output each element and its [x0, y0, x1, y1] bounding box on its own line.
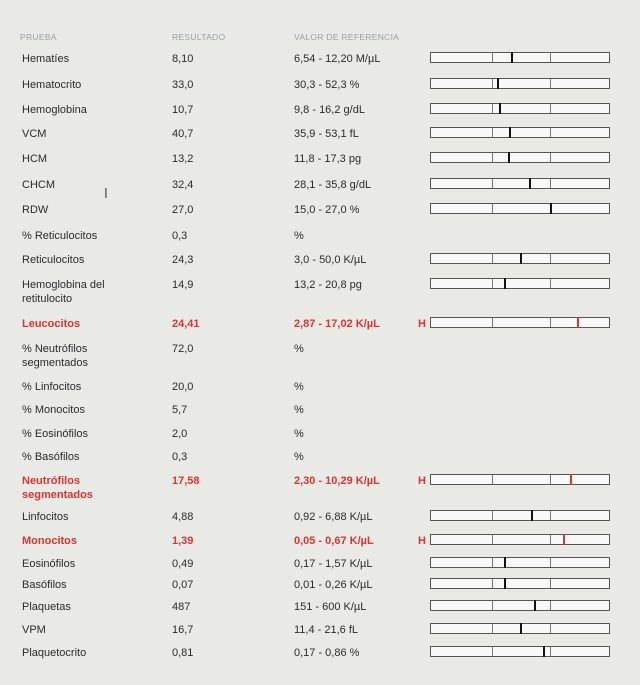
- result-marker: [499, 103, 501, 114]
- range-divider: [492, 558, 493, 567]
- table-row: [0, 78, 640, 100]
- reference-range: 11,4 - 21,6 fL: [294, 624, 359, 636]
- table-row: [0, 127, 640, 149]
- reference-range: %: [294, 404, 304, 416]
- header-resultado: RESULTADO: [172, 32, 226, 42]
- range-divider: [550, 79, 551, 88]
- range-divider: [492, 153, 493, 162]
- range-divider: [492, 53, 493, 62]
- test-name: % Reticulocitos: [22, 230, 98, 242]
- table-row: [0, 534, 640, 556]
- test-name: % Monocitos: [22, 404, 85, 416]
- test-name: Hemoglobina del retitulocito: [22, 279, 105, 305]
- range-divider: [550, 179, 551, 188]
- reference-range: %: [294, 343, 304, 355]
- reference-range: 0,92 - 6,88 K/µL: [294, 511, 373, 523]
- range-divider: [492, 579, 493, 588]
- result-marker: [508, 152, 510, 163]
- result-marker: [550, 203, 552, 214]
- test-name: Eosinófilos: [22, 558, 76, 570]
- result-marker: [529, 178, 531, 189]
- range-divider: [550, 601, 551, 610]
- range-bar: [430, 278, 610, 289]
- result-marker: [504, 278, 506, 289]
- range-divider: [492, 128, 493, 137]
- range-divider: [550, 53, 551, 62]
- range-divider: [550, 104, 551, 113]
- table-row: [0, 317, 640, 339]
- reference-range: 0,17 - 0,86 %: [294, 647, 360, 659]
- result-marker: [520, 253, 522, 264]
- test-result: 40,7: [172, 128, 194, 140]
- range-divider: [550, 128, 551, 137]
- reference-range: %: [294, 230, 304, 242]
- result-marker: [534, 600, 536, 611]
- reference-range: 3,0 - 50,0 K/µL: [294, 254, 367, 266]
- range-bar: [430, 557, 610, 568]
- reference-range: 28,1 - 35,8 g/dL: [294, 179, 372, 191]
- test-name: VCM: [22, 128, 47, 140]
- table-row: [0, 103, 640, 125]
- test-result: 24,41: [172, 318, 200, 330]
- test-result: 17,58: [172, 475, 200, 487]
- reference-range: 2,87 - 17,02 K/µL: [294, 318, 380, 330]
- reference-range: 151 - 600 K/µL: [294, 601, 367, 613]
- test-result: 487: [172, 601, 191, 613]
- test-name: Leucocitos: [22, 318, 81, 330]
- range-divider: [492, 279, 493, 288]
- range-bar: [430, 152, 610, 163]
- test-result: 2,0: [172, 428, 188, 440]
- result-marker: [577, 317, 579, 328]
- reference-range: %: [294, 451, 304, 463]
- test-name: CHCM: [22, 179, 55, 191]
- test-result: 14,9: [172, 279, 194, 291]
- test-name: % Neutrófilos segmentados: [22, 343, 89, 369]
- range-bar: [430, 127, 610, 138]
- range-divider: [550, 318, 551, 327]
- range-divider: [492, 79, 493, 88]
- range-divider: [550, 558, 551, 567]
- test-name: Plaquetas: [22, 601, 71, 613]
- range-bar: [430, 253, 610, 264]
- table-row: [0, 380, 640, 402]
- range-divider: [550, 647, 551, 656]
- range-divider: [492, 511, 493, 520]
- range-bar: [430, 646, 610, 657]
- reference-range: 2,30 - 10,29 K/µL: [294, 475, 380, 487]
- result-marker: [504, 578, 506, 589]
- reference-range: 11,8 - 17,3 pg: [294, 153, 362, 165]
- range-bar: [430, 178, 610, 189]
- test-result: 24,3: [172, 254, 194, 266]
- high-flag: H: [418, 318, 426, 330]
- table-row: [0, 474, 640, 501]
- result-marker: [509, 127, 511, 138]
- range-divider: [550, 254, 551, 263]
- test-name: Reticulocitos: [22, 254, 85, 266]
- result-marker: [497, 78, 499, 89]
- test-name: Hematíes: [22, 53, 70, 65]
- text-cursor-icon: I: [104, 187, 108, 202]
- reference-range: 0,05 - 0,67 K/µL: [294, 535, 374, 547]
- test-result: 13,2: [172, 153, 194, 165]
- table-row: [0, 152, 640, 174]
- range-bar: [430, 474, 610, 485]
- table-row: [0, 52, 640, 74]
- test-result: 27,0: [172, 204, 194, 216]
- result-marker: [563, 534, 565, 545]
- result-marker: [504, 557, 506, 568]
- test-name: HCM: [22, 153, 48, 165]
- test-name: % Basófilos: [22, 451, 80, 463]
- test-result: 4,88: [172, 511, 194, 523]
- range-divider: [492, 104, 493, 113]
- range-divider: [492, 254, 493, 263]
- range-divider: [492, 179, 493, 188]
- test-name: Hematocrito: [22, 79, 82, 91]
- header-valor-referencia: VALOR DE REFERENCIA: [294, 32, 400, 42]
- range-bar: [430, 103, 610, 114]
- reference-range: %: [294, 428, 304, 440]
- range-divider: [492, 475, 493, 484]
- test-name: Basófilos: [22, 579, 67, 591]
- range-bar: [430, 317, 610, 328]
- table-row: [0, 229, 640, 251]
- range-divider: [492, 204, 493, 213]
- test-name: Monocitos: [22, 535, 77, 547]
- reference-range: %: [294, 381, 304, 393]
- reference-range: 0,17 - 1,57 K/µL: [294, 558, 373, 570]
- range-bar: [430, 578, 610, 589]
- header-prueba: PRUEBA: [20, 32, 57, 42]
- table-row: [0, 178, 640, 200]
- table-row: [0, 253, 640, 275]
- test-result: 5,7: [172, 404, 188, 416]
- test-result: 1,39: [172, 535, 194, 547]
- range-bar: [430, 600, 610, 611]
- table-row: [0, 600, 640, 622]
- range-divider: [550, 153, 551, 162]
- range-divider: [492, 601, 493, 610]
- range-divider: [550, 475, 551, 484]
- result-marker: [520, 623, 522, 634]
- reference-range: 30,3 - 52,3 %: [294, 79, 360, 91]
- table-row: [0, 203, 640, 225]
- test-result: 72,0: [172, 343, 194, 355]
- range-divider: [492, 535, 493, 544]
- test-result: 20,0: [172, 381, 194, 393]
- result-marker: [531, 510, 533, 521]
- high-flag: H: [418, 475, 426, 487]
- test-name: Plaquetocrito: [22, 647, 87, 659]
- range-bar: [430, 534, 610, 545]
- table-row: [0, 342, 640, 369]
- range-bar: [430, 78, 610, 89]
- table-row: [0, 403, 640, 425]
- test-name: RDW: [22, 204, 49, 216]
- range-bar: [430, 510, 610, 521]
- reference-range: 9,8 - 16,2 g/dL: [294, 104, 365, 116]
- range-divider: [550, 579, 551, 588]
- test-result: 32,4: [172, 179, 194, 191]
- test-result: 10,7: [172, 104, 194, 116]
- reference-range: 35,9 - 53,1 fL: [294, 128, 359, 140]
- test-name: Linfocitos: [22, 511, 69, 523]
- test-result: 33,0: [172, 79, 194, 91]
- test-result: 0,81: [172, 647, 194, 659]
- range-divider: [550, 624, 551, 633]
- test-name: VPM: [22, 624, 46, 636]
- table-row: [0, 623, 640, 645]
- test-result: 0,3: [172, 230, 188, 242]
- test-result: 0,07: [172, 579, 194, 591]
- table-row: [0, 278, 640, 305]
- range-divider: [492, 624, 493, 633]
- test-name: % Linfocitos: [22, 381, 82, 393]
- result-marker: [543, 646, 545, 657]
- reference-range: 6,54 - 12,20 M/µL: [294, 53, 381, 65]
- test-result: 16,7: [172, 624, 194, 636]
- test-result: 8,10: [172, 53, 194, 65]
- test-name: Neutrófilos segmentados: [22, 475, 93, 501]
- result-marker: [570, 474, 572, 485]
- test-name: % Eosinófilos: [22, 428, 89, 440]
- range-bar: [430, 52, 610, 63]
- range-divider: [492, 647, 493, 656]
- table-row: [0, 450, 640, 472]
- test-result: 0,49: [172, 558, 194, 570]
- test-result: 0,3: [172, 451, 188, 463]
- reference-range: 0,01 - 0,26 K/µL: [294, 579, 373, 591]
- table-row: [0, 578, 640, 600]
- table-row: [0, 510, 640, 532]
- range-bar: [430, 203, 610, 214]
- table-row: [0, 427, 640, 449]
- table-row: [0, 646, 640, 668]
- range-bar: [430, 623, 610, 634]
- reference-range: 15,0 - 27,0 %: [294, 204, 360, 216]
- reference-range: 13,2 - 20,8 pg: [294, 279, 362, 291]
- high-flag: H: [418, 535, 426, 547]
- result-marker: [511, 52, 513, 63]
- table-row: [0, 557, 640, 579]
- test-name: Hemoglobina: [22, 104, 87, 116]
- range-divider: [550, 279, 551, 288]
- range-divider: [492, 318, 493, 327]
- range-divider: [550, 535, 551, 544]
- range-divider: [550, 511, 551, 520]
